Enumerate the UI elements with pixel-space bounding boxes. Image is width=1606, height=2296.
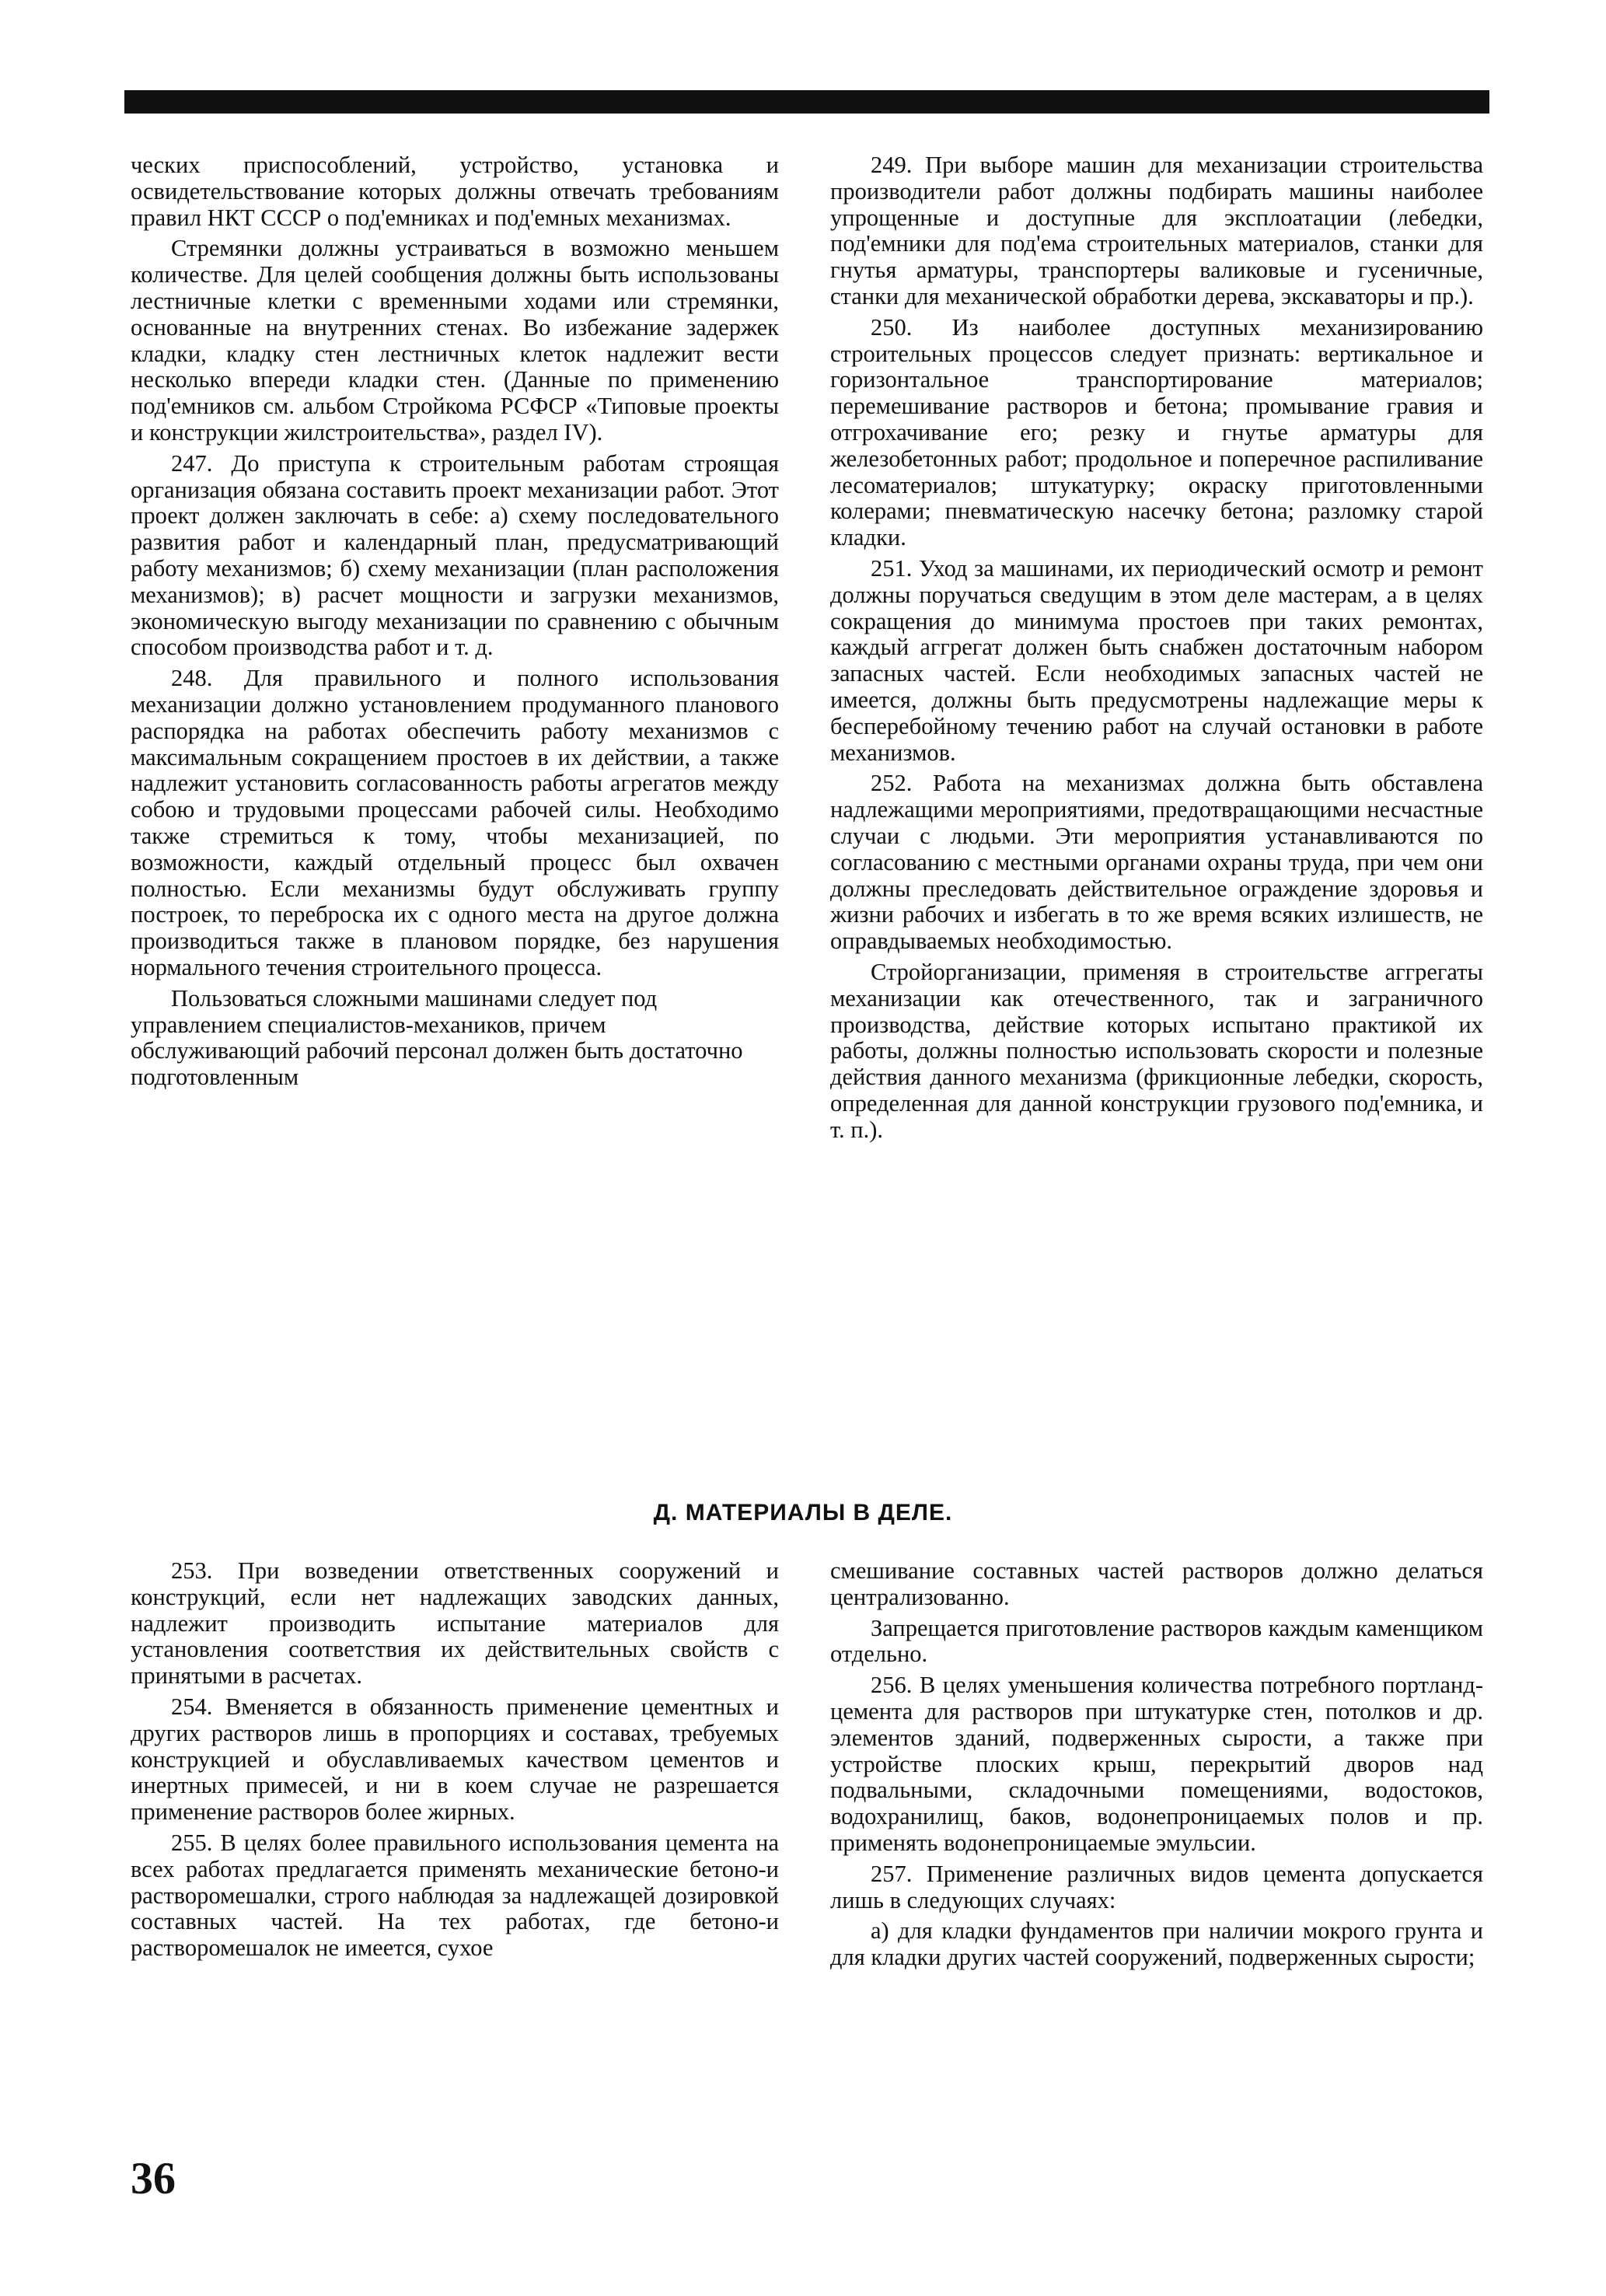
paragraph: Стремянки должны устраиваться в возможно меньшем количестве. Для целей сообщения должны быть использованы лестничные клетки с временными ходами или стремянки, основанные на внутренних стенах. Во избежание задержек кладки, кладку стен лестничных клеток надлежит вести несколько впереди кладки стен. (Данные по применению под'емников см. альбом Стройкома РСФСР «Типовые проекты и конструкции жилстроительства», раздел IV). <box>131 235 779 446</box>
top-rule <box>124 90 1489 114</box>
paragraph-252: 252. Работа на механизмах должна быть обставлена надлежащими мероприятиями, предотвращающими несчастные случаи с людьми. Эти мероприятия устанавливаются по согласованию с местными органами охраны труда, при чем они должны преследовать действительное ограждение здоровья и жизни рабочих и избегать в то же время всяких излишеств, не оправдываемых необходимостью. <box>830 770 1483 955</box>
paragraph: Запрещается приготовление растворов каждым каменщиком отдельно. <box>830 1614 1483 1668</box>
paragraph-256: 256. В целях уменьшения количества потребного портланд-цемента для растворов при штукатурке стен, потолков и др. элементов зданий, подверженных сырости, а также при устройстве плоских крыш, перекрытий дворов над подвальными, складочными помещениями, водостоков, водохранилищ, баков, водонепроницаемых полов и пр. применять водонепроницаемые эмульсии. <box>830 1672 1483 1856</box>
column-top-right <box>830 152 1483 1148</box>
page-number: 36 <box>131 2153 176 2203</box>
paragraph-248: 248. Для правильного и полного использования механизации должно установлением продуманного планового распорядка на работах обеспечить работу механизмов с максимальным сокращением простоев в их действии, а также надлежит установить согласованность работы агрегатов между собою и трудовыми процессами рабочей силы. Необходимо также стремиться к тому, чтобы механизацией, по возможности, каждый отдельный процесс был охвачен полностью. Если механизмы будут обслуживать группу построек, то переброска их с одного места на другое должна производиться также в плановом порядке, без нарушения нормального течения строительного процесса. <box>131 665 779 980</box>
column-top-left <box>131 152 779 1096</box>
paragraph-249: 249. При выборе машин для механизации строительства производители работ должны подбирать машины наиболее упрощенные и доступные для эксплоатации (лебедки, под'емники для под'ема строительных материалов, станки для гнутья арматуры, транспортеры валиковые и гусеничные, станки для механической обработки дерева, экскаваторы и пр.). <box>830 152 1483 309</box>
paragraph: смешивание составных частей растворов должно делаться централизованно. <box>830 1557 1483 1610</box>
paragraph-253: 253. При возведении ответственных сооружений и конструкций, если нет надлежащих заводских данных, надлежит производить испытание материалов для установления соответствия их действительных свойств с принятыми в расчетах. <box>131 1557 779 1690</box>
section-heading: Д. МАТЕРИАЛЫ В ДЕЛЕ. <box>653 1500 953 1525</box>
list-item: а) для кладки фундаментов при наличии мокрого грунта и для кладки других частей сооружений, подверженных сырости; <box>830 1917 1483 1971</box>
paragraph: Пользоваться сложными машинами следует под управлением специалистов-механиков, причем обслуживающий рабочий персонал должен быть достаточно подготовленным <box>131 984 743 1091</box>
paragraph: ческих приспособлений, устройство, установка и освидетельствование которых должны отвечать требованиям правил НКТ СССР о под'емниках и под'емных механизмах. <box>131 152 779 231</box>
paragraph-257: 257. Применение различных видов цемента допускается лишь в следующих случаях: <box>830 1860 1483 1913</box>
paragraph-251: 251. Уход за машинами, их периодический осмотр и ремонт должны поручаться сведущим в этом деле мастерам, а в целях сокращения до минимума простоев при таких ремонтах, каждый аггрегат должен быть снабжен достаточным набором запасных частей. Если необходимых запасных частей не имеется, должны быть предусмотрены надлежащие меры к бесперебойному течению работ на случай остановки в работе механизмов. <box>830 554 1483 766</box>
paragraph-254: 254. Вменяется в обязанность применение цементных и других растворов лишь в пропорциях и составах, требуемых конструкцией и обуславливаемых качеством цементов и инертных примесей, и ни в коем случае не разрешается применение растворов более жирных. <box>131 1693 779 1826</box>
paragraph-247: 247. До приступа к строительным работам строящая организация обязана составить проект механизации работ. Этот проект должен заключать в себе: а) схему последовательного развития работ и календарный план, предусматривающий работу механизмов; б) схему механизации (план расположения механизмов); в) расчет мощности и загрузки механизмов, экономическую выгоду механизации по сравнению с обычным способом производства работ и т. д. <box>131 449 779 661</box>
paragraph: Стройорганизации, применяя в строительстве аггрегаты механизации как отечественного, так и заграничного производства, действие которых испытано практикой их работы, должны полностью использовать скорости и полезные действия данного механизма (фрикционные лебедки, скорость, определенная для данной конструкции грузового под'емника, и т. п.). <box>830 958 1483 1143</box>
column-bottom-right <box>830 1558 1483 1976</box>
paragraph-255: 255. В целях более правильного использования цемента на всех работах предлагается применять механические бетоно-и растворомешалки, строго наблюдая за надлежащей дозировкой составных частей. На тех работах, где бетоно-и растворомешалок не имеется, сухое <box>131 1829 779 1962</box>
column-bottom-left <box>131 1558 779 1966</box>
paragraph-250: 250. Из наиболее доступных механизированию строительных процессов следует признать: вертикальное и горизонтальное транспортирование материалов; перемешивание растворов и бетона; промывание гравия и отгрохачивание его; резку и гнутье арматуры для железобетонных работ; продольное и поперечное распиливание лесоматериалов; штукатурку; окраску приготовленными колерами; пневматическую насечку бетона; разломку старой кладки. <box>830 313 1483 551</box>
